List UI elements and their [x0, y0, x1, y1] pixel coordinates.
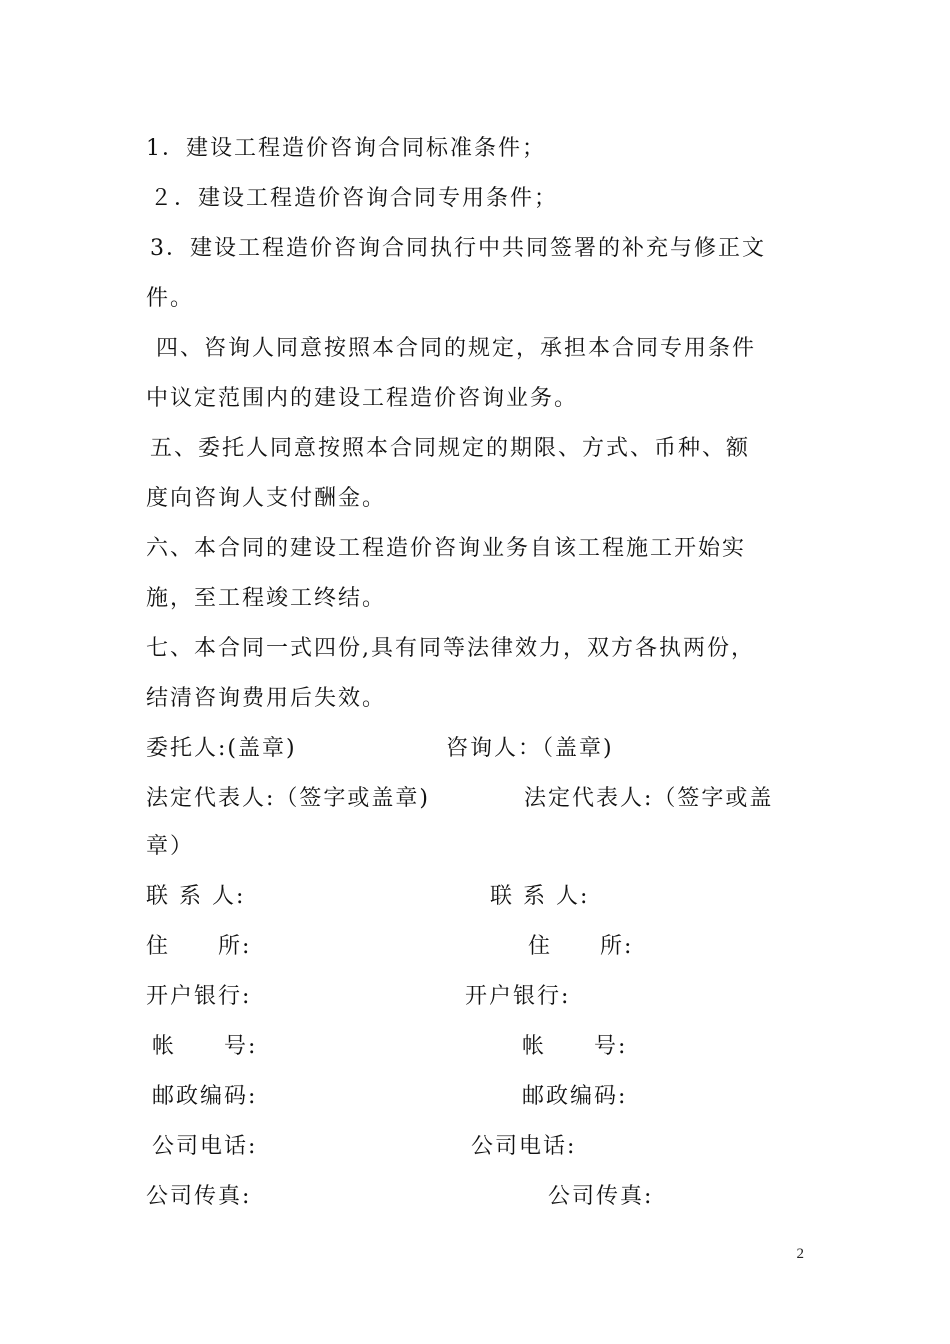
paragraph-4-line-2: 中议定范围内的建设工程造价咨询业务。	[146, 386, 579, 411]
paragraph-7-line-1: 七、本合同一式四份,具有同等法律效力，双方各执两份，	[146, 636, 755, 661]
client-fax-label: 公司传真:	[146, 1184, 252, 1209]
paragraph-5-line-1: 五、委托人同意按照本合同规定的期限、方式、币种、额	[150, 436, 751, 461]
paragraph-5-line-2: 度向咨询人支付酬金。	[146, 486, 387, 511]
item-3-line-1: 3．建设工程造价咨询合同执行中共同签署的补充与修正文	[150, 236, 766, 261]
consultant-fax-label: 公司传真:	[548, 1184, 654, 1209]
client-legal-rep-label: 法定代表人:（签字或盖章)	[146, 786, 430, 811]
paragraph-7-line-2: 结清咨询费用后失效。	[146, 686, 387, 711]
paragraph-6-line-1: 六、本合同的建设工程造价咨询业务自该工程施工开始实	[146, 536, 747, 561]
page-number: 2	[796, 1246, 804, 1262]
consultant-legal-rep-label-cont: 章）	[146, 834, 195, 859]
item-3-line-2: 件。	[146, 286, 195, 311]
consultant-seal-label: 咨询人：（盖章)	[446, 736, 614, 761]
client-postcode-label: 邮政编码:	[152, 1084, 258, 1109]
paragraph-4-line-1: 四、咨询人同意按照本合同的规定，承担本合同专用条件	[156, 336, 757, 361]
consultant-contact-label: 联 系 人:	[490, 884, 590, 909]
item-1: 1．建设工程造价咨询合同标准条件；	[146, 136, 546, 161]
consultant-postcode-label: 邮政编码:	[522, 1084, 628, 1109]
client-address-label: 住 所:	[146, 934, 252, 959]
client-account-label: 帐 号:	[152, 1034, 258, 1059]
client-bank-label: 开户银行:	[146, 984, 252, 1009]
consultant-legal-rep-label: 法定代表人:（签字或盖	[524, 786, 774, 811]
consultant-bank-label: 开户银行:	[465, 984, 571, 1009]
consultant-address-label: 住 所:	[528, 934, 634, 959]
paragraph-6-line-2: 施，至工程竣工终结。	[146, 586, 387, 611]
consultant-account-label: 帐 号:	[522, 1034, 628, 1059]
consultant-phone-label: 公司电话:	[471, 1134, 577, 1159]
client-phone-label: 公司电话:	[152, 1134, 258, 1159]
client-seal-label: 委托人:(盖章)	[146, 736, 297, 761]
client-contact-label: 联 系 人:	[146, 884, 246, 909]
item-2: ２．建设工程造价咨询合同专用条件；	[150, 186, 559, 211]
